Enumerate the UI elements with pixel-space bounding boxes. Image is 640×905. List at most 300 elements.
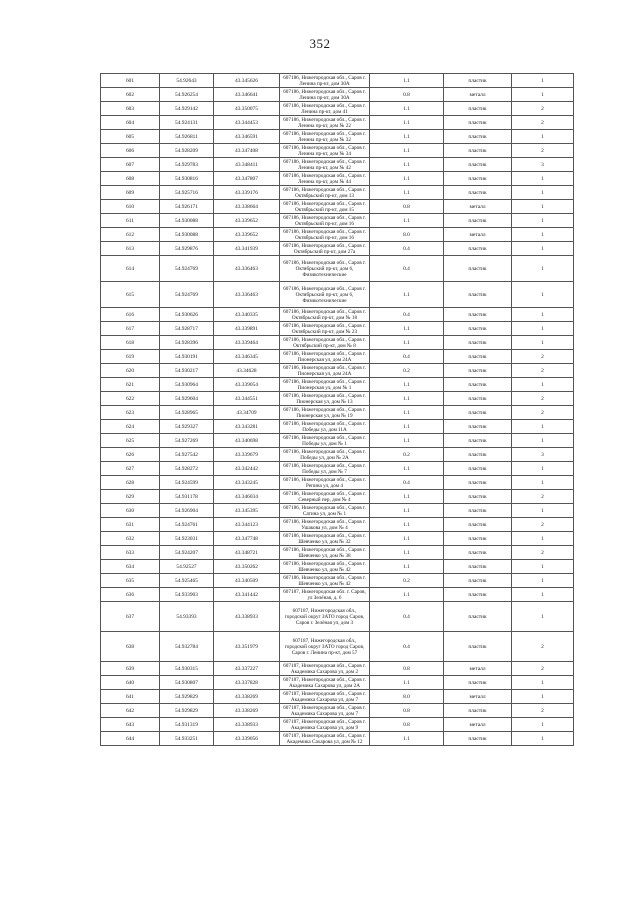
count-cell: 1 xyxy=(512,560,574,574)
latitude-cell: 54.931178 xyxy=(160,490,214,504)
material-cell: пластик xyxy=(444,732,512,746)
count-cell: 1 xyxy=(512,690,574,704)
latitude-cell: 54.925465 xyxy=(160,574,214,588)
volume-cell: 1.1 xyxy=(370,518,444,532)
volume-cell: 0.8 xyxy=(370,88,444,102)
address-cell: 607186, Нижегородская обл., Саров г. Октябрьский пр-кт, дом № 18 xyxy=(280,308,370,322)
volume-cell: 1.1 xyxy=(370,392,444,406)
address-cell: 607186, Нижегородская обл., Саров г. Октябрьский пр-кт, дом № 8 xyxy=(280,336,370,350)
table-row xyxy=(101,532,574,546)
material-cell: пластик xyxy=(444,322,512,336)
row-number-cell: 635 xyxy=(101,574,160,588)
table-row xyxy=(101,406,574,420)
address-cell: 607186, Нижегородская обл., Саров г. Октябрьский пр-кт, дом 16 xyxy=(280,214,370,228)
volume-cell: 1.1 xyxy=(370,214,444,228)
count-cell: 1 xyxy=(512,186,574,200)
material-cell: пластик xyxy=(444,476,512,490)
address-cell: 607187, Нижегородская обл., городской округ ЗАТО город Саров, Саров г. Зелёная ул, дом 3 xyxy=(280,602,370,632)
volume-cell: 0.4 xyxy=(370,242,444,256)
volume-cell: 0.4 xyxy=(370,476,444,490)
container-sites-table xyxy=(100,73,574,746)
latitude-cell: 54.92643 xyxy=(160,74,214,88)
latitude-cell: 54.926254 xyxy=(160,88,214,102)
longitude-cell: 43.339056 xyxy=(214,732,280,746)
longitude-cell: 43.338269 xyxy=(214,704,280,718)
longitude-cell: 43.346345 xyxy=(214,350,280,364)
latitude-cell: 54.93393 xyxy=(160,602,214,632)
page-number: 352 xyxy=(309,36,331,51)
material-cell: пластик xyxy=(444,588,512,602)
count-cell: 1 xyxy=(512,200,574,214)
material-cell: пластик xyxy=(444,256,512,282)
volume-cell: 0.2 xyxy=(370,574,444,588)
count-cell: 1 xyxy=(512,228,574,242)
table-row xyxy=(101,116,574,130)
volume-cell: 1.1 xyxy=(370,378,444,392)
table-row xyxy=(101,718,574,732)
volume-cell: 0.4 xyxy=(370,308,444,322)
table-row xyxy=(101,322,574,336)
volume-cell: 1.1 xyxy=(370,462,444,476)
longitude-cell: 43.350262 xyxy=(214,560,280,574)
row-number-cell: 636 xyxy=(101,588,160,602)
address-cell: 607186, Нижегородская обл., Саров г. Северный пер, дом № 4 xyxy=(280,490,370,504)
address-cell: 607186, Нижегородская обл., Саров г. Ленина пр-кт, дом 41 xyxy=(280,102,370,116)
volume-cell: 1.1 xyxy=(370,588,444,602)
row-number-cell: 613 xyxy=(101,242,160,256)
row-number-cell: 620 xyxy=(101,364,160,378)
row-number-cell: 625 xyxy=(101,434,160,448)
address-cell: 607186, Нижегородская обл., Саров г. Октябрьский пр-кт, дом 15 xyxy=(280,200,370,214)
volume-cell: 1.1 xyxy=(370,560,444,574)
count-cell: 2 xyxy=(512,662,574,676)
volume-cell: 8.0 xyxy=(370,690,444,704)
longitude-cell: 43.339679 xyxy=(214,448,280,462)
address-cell: 607186, Нижегородская обл., Саров г. Победы ул, дом 11А xyxy=(280,420,370,434)
row-number-cell: 619 xyxy=(101,350,160,364)
count-cell: 1 xyxy=(512,476,574,490)
address-cell: 607186, Нижегородская обл., Саров г. Сатина ул, дом № 1 xyxy=(280,504,370,518)
longitude-cell: 43.338269 xyxy=(214,690,280,704)
address-cell: 607187, Нижегородская обл., Саров г. Академика Сахарова ул, дом 7 xyxy=(280,704,370,718)
address-cell: 607186, Нижегородская обл., Саров г. Шевченко ул, дом № 42 xyxy=(280,560,370,574)
latitude-cell: 54.930191 xyxy=(160,350,214,364)
table-body xyxy=(101,74,574,746)
table-row xyxy=(101,632,574,662)
count-cell: 1 xyxy=(512,504,574,518)
latitude-cell: 54.930217 xyxy=(160,364,214,378)
latitude-cell: 54.933251 xyxy=(160,732,214,746)
table-row xyxy=(101,228,574,242)
table-row xyxy=(101,144,574,158)
volume-cell: 0.2 xyxy=(370,448,444,462)
row-number-cell: 603 xyxy=(101,102,160,116)
table-row xyxy=(101,378,574,392)
latitude-cell: 54.932784 xyxy=(160,632,214,662)
material-cell: пластик xyxy=(444,676,512,690)
longitude-cell: 43.338933 xyxy=(214,718,280,732)
longitude-cell: 43.350075 xyxy=(214,102,280,116)
table-row xyxy=(101,392,574,406)
table-row xyxy=(101,518,574,532)
count-cell: 2 xyxy=(512,392,574,406)
material-cell: металл xyxy=(444,200,512,214)
address-cell: 607186, Нижегородская обл., Саров г. Пионерская ул, дом 24А xyxy=(280,350,370,364)
longitude-cell: 43.345626 xyxy=(214,74,280,88)
material-cell: пластик xyxy=(444,74,512,88)
count-cell: 1 xyxy=(512,420,574,434)
longitude-cell: 43.345395 xyxy=(214,504,280,518)
address-cell: 607186, Нижегородская обл., Саров г. Ленина пр-кт, дом 30А xyxy=(280,88,370,102)
volume-cell: 1.1 xyxy=(370,504,444,518)
longitude-cell: 43.339652 xyxy=(214,228,280,242)
table-row xyxy=(101,504,574,518)
latitude-cell: 54.929604 xyxy=(160,392,214,406)
table-row xyxy=(101,588,574,602)
longitude-cell: 43.34709 xyxy=(214,406,280,420)
material-cell: пластик xyxy=(444,214,512,228)
material-cell: металл xyxy=(444,662,512,676)
longitude-cell: 43.344551 xyxy=(214,392,280,406)
volume-cell: 1.1 xyxy=(370,322,444,336)
material-cell: пластик xyxy=(444,350,512,364)
count-cell: 1 xyxy=(512,718,574,732)
longitude-cell: 43.342442 xyxy=(214,462,280,476)
count-cell: 1 xyxy=(512,88,574,102)
table-row xyxy=(101,214,574,228)
table-row xyxy=(101,476,574,490)
row-number-cell: 639 xyxy=(101,662,160,676)
latitude-cell: 54.928965 xyxy=(160,406,214,420)
count-cell: 2 xyxy=(512,350,574,364)
material-cell: пластик xyxy=(444,704,512,718)
longitude-cell: 43.343245 xyxy=(214,476,280,490)
row-number-cell: 622 xyxy=(101,392,160,406)
latitude-cell: 54.924761 xyxy=(160,518,214,532)
longitude-cell: 43.337828 xyxy=(214,676,280,690)
material-cell: пластик xyxy=(444,242,512,256)
latitude-cell: 54.924769 xyxy=(160,282,214,308)
volume-cell: 1.1 xyxy=(370,144,444,158)
latitude-cell: 54.924131 xyxy=(160,116,214,130)
table-row xyxy=(101,200,574,214)
row-number-cell: 624 xyxy=(101,420,160,434)
volume-cell: 1.1 xyxy=(370,406,444,420)
table-row xyxy=(101,158,574,172)
longitude-cell: 43.338664 xyxy=(214,200,280,214)
table-row xyxy=(101,448,574,462)
count-cell: 2 xyxy=(512,102,574,116)
count-cell: 1 xyxy=(512,336,574,350)
address-cell: 607187, Нижегородская обл., Саров г. Академика Сахарова ул, дом 7 xyxy=(280,690,370,704)
longitude-cell: 43.348721 xyxy=(214,546,280,560)
material-cell: пластик xyxy=(444,336,512,350)
row-number-cell: 614 xyxy=(101,256,160,282)
address-cell: 607186, Нижегородская обл., Саров г. Ленина пр-кт, дом № 42 xyxy=(280,158,370,172)
count-cell: 1 xyxy=(512,588,574,602)
row-number-cell: 640 xyxy=(101,676,160,690)
address-cell: 607186, Нижегородская обл., Саров г. Октябрьский пр-кт, дом 16 xyxy=(280,228,370,242)
latitude-cell: 54.926811 xyxy=(160,130,214,144)
table-row xyxy=(101,420,574,434)
volume-cell: 1.1 xyxy=(370,172,444,186)
longitude-cell: 43.341442 xyxy=(214,588,280,602)
material-cell: пластик xyxy=(444,116,512,130)
volume-cell: 0.2 xyxy=(370,364,444,378)
table-row xyxy=(101,364,574,378)
latitude-cell: 54.925716 xyxy=(160,186,214,200)
row-number-cell: 611 xyxy=(101,214,160,228)
address-cell: 607186, Нижегородская обл., Саров г. Пионерская ул, дом № 1 xyxy=(280,378,370,392)
count-cell: 1 xyxy=(512,676,574,690)
material-cell: пластик xyxy=(444,434,512,448)
row-number-cell: 605 xyxy=(101,130,160,144)
volume-cell: 1.1 xyxy=(370,116,444,130)
address-cell: 607186, Нижегородская обл., Саров г. Шевченко ул, дом № 38 xyxy=(280,546,370,560)
table-row xyxy=(101,704,574,718)
volume-cell: 1.1 xyxy=(370,74,444,88)
latitude-cell: 54.930315 xyxy=(160,662,214,676)
address-cell: 607187, Нижегородская обл. г. Саров, ул Зелёная, д. 6 xyxy=(280,588,370,602)
latitude-cell: 54.929783 xyxy=(160,158,214,172)
address-cell: 607186, Нижегородская обл., Саров г. Шевченко ул, дом № 42 xyxy=(280,574,370,588)
address-cell: 607186, Нижегородская обл., Саров г. Шевченко ул, дом № 32 xyxy=(280,532,370,546)
material-cell: пластик xyxy=(444,102,512,116)
volume-cell: 1.1 xyxy=(370,420,444,434)
longitude-cell: 43.346034 xyxy=(214,490,280,504)
row-number-cell: 643 xyxy=(101,718,160,732)
longitude-cell: 43.336463 xyxy=(214,256,280,282)
material-cell: пластик xyxy=(444,282,512,308)
material-cell: металл xyxy=(444,88,512,102)
table-row xyxy=(101,690,574,704)
latitude-cell: 54.928209 xyxy=(160,144,214,158)
latitude-cell: 54.92527 xyxy=(160,560,214,574)
address-cell: 607187, Нижегородская обл., Саров г. Академика Сахарова ул, дом № 12 xyxy=(280,732,370,746)
table-row xyxy=(101,350,574,364)
address-cell: 607186, Нижегородская обл., Саров г. Пионерская ул, дом 24А xyxy=(280,364,370,378)
address-cell: 607187, Нижегородская обл., Саров г. Академика Сахарова ул, дом 9 xyxy=(280,718,370,732)
latitude-cell: 54.929829 xyxy=(160,704,214,718)
latitude-cell: 54.928717 xyxy=(160,322,214,336)
address-cell: 607186, Нижегородская обл., Саров г. Ушакова ул, дом № 4 xyxy=(280,518,370,532)
volume-cell: 0.8 xyxy=(370,704,444,718)
count-cell: 1 xyxy=(512,322,574,336)
row-number-cell: 629 xyxy=(101,490,160,504)
latitude-cell: 54.929876 xyxy=(160,242,214,256)
material-cell: пластик xyxy=(444,308,512,322)
volume-cell: 1.1 xyxy=(370,676,444,690)
volume-cell: 1.1 xyxy=(370,490,444,504)
table-row xyxy=(101,282,574,308)
address-cell: 607186, Нижегородская обл., Саров г. Октябрьский пр-кт, дом 6, Физикотехнические xyxy=(280,282,370,308)
longitude-cell: 43.348411 xyxy=(214,158,280,172)
row-number-cell: 609 xyxy=(101,186,160,200)
row-number-cell: 607 xyxy=(101,158,160,172)
latitude-cell: 54.930088 xyxy=(160,214,214,228)
table-row xyxy=(101,574,574,588)
latitude-cell: 54.929142 xyxy=(160,102,214,116)
volume-cell: 1.1 xyxy=(370,130,444,144)
address-cell: 607187, Нижегородская обл., Саров г. Академика Сахарова ул, дом 2 xyxy=(280,662,370,676)
material-cell: пластик xyxy=(444,378,512,392)
latitude-cell: 54.929829 xyxy=(160,690,214,704)
material-cell: пластик xyxy=(444,420,512,434)
row-number-cell: 616 xyxy=(101,308,160,322)
row-number-cell: 610 xyxy=(101,200,160,214)
material-cell: пластик xyxy=(444,560,512,574)
row-number-cell: 617 xyxy=(101,322,160,336)
count-cell: 1 xyxy=(512,242,574,256)
volume-cell: 1.1 xyxy=(370,102,444,116)
count-cell: 1 xyxy=(512,462,574,476)
longitude-cell: 43.346641 xyxy=(214,88,280,102)
latitude-cell: 54.930807 xyxy=(160,676,214,690)
row-number-cell: 615 xyxy=(101,282,160,308)
volume-cell: 1.1 xyxy=(370,532,444,546)
row-number-cell: 632 xyxy=(101,532,160,546)
latitude-cell: 54.924599 xyxy=(160,476,214,490)
row-number-cell: 641 xyxy=(101,690,160,704)
row-number-cell: 631 xyxy=(101,518,160,532)
table-row xyxy=(101,88,574,102)
address-cell: 607186, Нижегородская обл., Саров г. Октябрьский пр-кт, дом № 23 xyxy=(280,322,370,336)
address-cell: 607186, Нижегородская обл., Саров г. Пионерская ул, дом № 13 xyxy=(280,392,370,406)
address-cell: 607186, Нижегородская обл., Саров г. Ленина пр-кт, дом 30А xyxy=(280,74,370,88)
volume-cell: 0.4 xyxy=(370,602,444,632)
count-cell: 2 xyxy=(512,144,574,158)
count-cell: 1 xyxy=(512,282,574,308)
count-cell: 2 xyxy=(512,490,574,504)
latitude-cell: 54.930626 xyxy=(160,308,214,322)
row-number-cell: 606 xyxy=(101,144,160,158)
address-cell: 607186, Нижегородская обл., Саров г. Пионерская ул, дом № 19 xyxy=(280,406,370,420)
volume-cell: 1.1 xyxy=(370,336,444,350)
table-row xyxy=(101,462,574,476)
longitude-cell: 43.339652 xyxy=(214,214,280,228)
count-cell: 1 xyxy=(512,172,574,186)
address-cell: 607187, Нижегородская обл., городской округ ЗАТО город Саров, Саров г. Ленина пр-кт, дом 57 xyxy=(280,632,370,662)
material-cell: пластик xyxy=(444,448,512,462)
latitude-cell: 54.933903 xyxy=(160,588,214,602)
row-number-cell: 626 xyxy=(101,448,160,462)
latitude-cell: 54.930816 xyxy=(160,172,214,186)
table-row xyxy=(101,172,574,186)
latitude-cell: 54.926904 xyxy=(160,504,214,518)
material-cell: пластик xyxy=(444,518,512,532)
volume-cell: 0.8 xyxy=(370,718,444,732)
volume-cell: 1.1 xyxy=(370,732,444,746)
table-row xyxy=(101,434,574,448)
longitude-cell: 43.343281 xyxy=(214,420,280,434)
latitude-cell: 54.927269 xyxy=(160,434,214,448)
material-cell: пластик xyxy=(444,602,512,632)
volume-cell: 1.1 xyxy=(370,282,444,308)
row-number-cell: 638 xyxy=(101,632,160,662)
count-cell: 1 xyxy=(512,574,574,588)
material-cell: пластик xyxy=(444,546,512,560)
row-number-cell: 628 xyxy=(101,476,160,490)
row-number-cell: 627 xyxy=(101,462,160,476)
count-cell: 1 xyxy=(512,732,574,746)
latitude-cell: 54.924769 xyxy=(160,256,214,282)
row-number-cell: 608 xyxy=(101,172,160,186)
row-number-cell: 644 xyxy=(101,732,160,746)
table-row xyxy=(101,102,574,116)
address-cell: 607186, Нижегородская обл., Саров г. Репина ул, дом 4 xyxy=(280,476,370,490)
address-cell: 607186, Нижегородская обл., Саров г. Октябрьский пр-кт, дом 13 xyxy=(280,186,370,200)
address-cell: 607186, Нижегородская обл., Саров г. Победы ул, дом № 7 xyxy=(280,462,370,476)
table-row xyxy=(101,308,574,322)
volume-cell: 0.4 xyxy=(370,256,444,282)
address-cell: 607186, Нижегородская обл., Саров г. Ленина пр-кт, дом № 34 xyxy=(280,144,370,158)
volume-cell: 0.4 xyxy=(370,632,444,662)
material-cell: пластик xyxy=(444,504,512,518)
count-cell: 2 xyxy=(512,364,574,378)
table-row xyxy=(101,242,574,256)
longitude-cell: 43.344453 xyxy=(214,116,280,130)
count-cell: 1 xyxy=(512,130,574,144)
latitude-cell: 54.928396 xyxy=(160,336,214,350)
material-cell: пластик xyxy=(444,406,512,420)
volume-cell: 0.8 xyxy=(370,662,444,676)
latitude-cell: 54.928272 xyxy=(160,462,214,476)
longitude-cell: 43.339054 xyxy=(214,378,280,392)
count-cell: 1 xyxy=(512,378,574,392)
address-cell: 607186, Нижегородская обл., Саров г. Октябрьский пр-кт, дом 27а xyxy=(280,242,370,256)
longitude-cell: 43.339891 xyxy=(214,322,280,336)
volume-cell: 1.1 xyxy=(370,186,444,200)
material-cell: пластик xyxy=(444,186,512,200)
material-cell: пластик xyxy=(444,392,512,406)
longitude-cell: 43.340335 xyxy=(214,308,280,322)
address-cell: 607186, Нижегородская обл., Саров г. Победы ул, дом № 2А xyxy=(280,448,370,462)
latitude-cell: 54.930964 xyxy=(160,378,214,392)
longitude-cell: 43.337227 xyxy=(214,662,280,676)
material-cell: пластик xyxy=(444,462,512,476)
material-cell: металл xyxy=(444,718,512,732)
latitude-cell: 54.930088 xyxy=(160,228,214,242)
longitude-cell: 43.341939 xyxy=(214,242,280,256)
longitude-cell: 43.347748 xyxy=(214,532,280,546)
material-cell: металл xyxy=(444,690,512,704)
material-cell: пластик xyxy=(444,364,512,378)
latitude-cell: 54.926171 xyxy=(160,200,214,214)
volume-cell: 1.1 xyxy=(370,158,444,172)
table-row xyxy=(101,256,574,282)
longitude-cell: 43.338933 xyxy=(214,602,280,632)
address-cell: 607186, Нижегородская обл., Саров г. Победы ул, дом № 1 xyxy=(280,434,370,448)
longitude-cell: 43.344123 xyxy=(214,518,280,532)
longitude-cell: 43.340698 xyxy=(214,434,280,448)
address-cell: 607186, Нижегородская обл., Саров г. Ленина пр-кт, дом № 22 xyxy=(280,116,370,130)
longitude-cell: 43.347807 xyxy=(214,172,280,186)
count-cell: 2 xyxy=(512,704,574,718)
longitude-cell: 43.346591 xyxy=(214,130,280,144)
table-row xyxy=(101,662,574,676)
table-row xyxy=(101,336,574,350)
count-cell: 1 xyxy=(512,308,574,322)
count-cell: 2 xyxy=(512,632,574,662)
count-cell: 1 xyxy=(512,256,574,282)
count-cell: 1 xyxy=(512,434,574,448)
latitude-cell: 54.929327 xyxy=(160,420,214,434)
address-cell: 607187, Нижегородская обл., Саров г. Академика Сахарова ул, дом 2А xyxy=(280,676,370,690)
volume-cell: 1.1 xyxy=(370,546,444,560)
material-cell: пластик xyxy=(444,158,512,172)
longitude-cell: 43.351979 xyxy=(214,632,280,662)
latitude-cell: 54.924207 xyxy=(160,546,214,560)
